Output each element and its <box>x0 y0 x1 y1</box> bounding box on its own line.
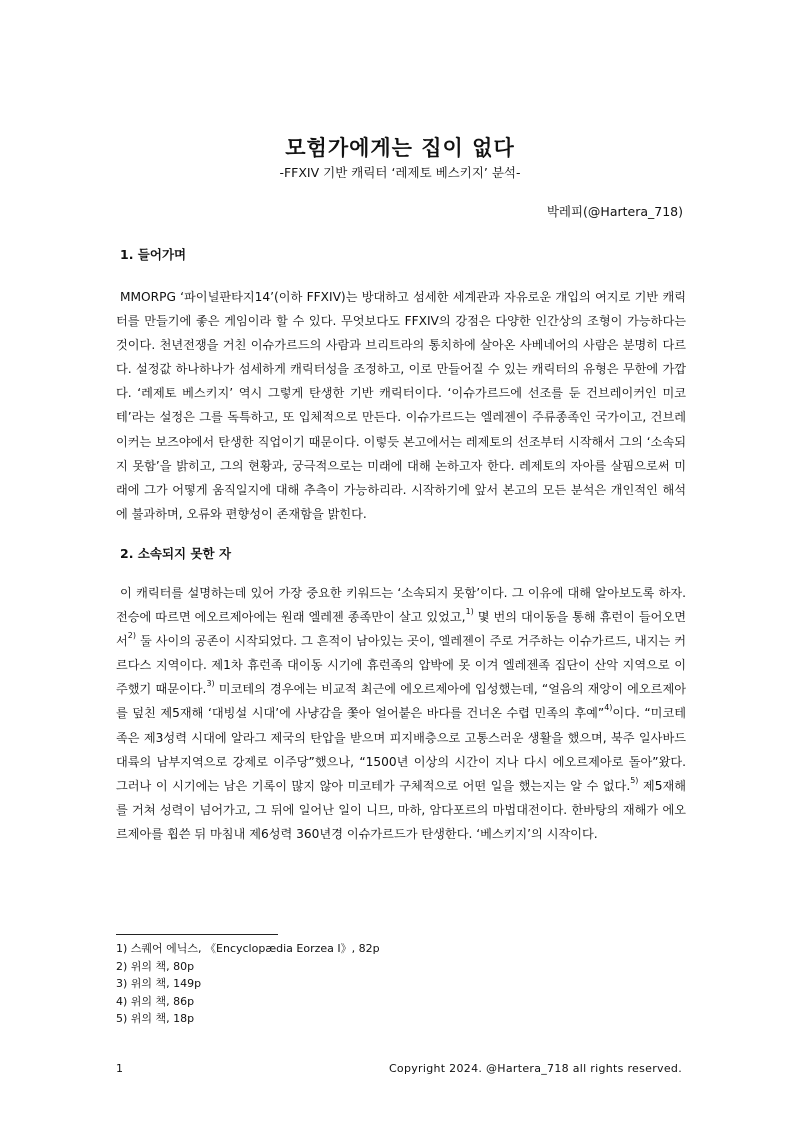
footnote-item: 4) 위의 책, 86p <box>116 994 195 1008</box>
footnote-ref-4: 4) <box>604 703 613 713</box>
footnote-list <box>116 940 686 1028</box>
paragraph-text: 이다. “미코테족은 제3성력 시대에 알라그 제국의 탄압을 받으며 피지배층으로 고통스러운 생활을 했으며, 북주 일사바드 대륙의 남부지역으로 강제로 이주당”했으나, “1500년 이상의 시간이 지나 다시 에오르제아로 돌아”왔다. 그러나 이 시기에는 남은 기록이 많지 않아 미코테가 구체적으로 어떤 일을 했는지는 알 수 없다. <box>116 706 686 793</box>
footnote-ref-2: 2) <box>127 631 136 641</box>
footnote-ref-1: 1) <box>465 607 474 617</box>
section-1-paragraph: MMORPG ‘파이널판타지14’(이하 FFXIV)는 방대하고 섬세한 세계관과 자유로운 개입의 여지로 기반 캐릭터를 만들기에 좋은 게임이라 할 수 있다. 무엇보다도 FFXIV의 강점은 다양한 인간상의 조형이 가능하다는 것이다. 천년전쟁을 거친 이슈가르드의 사람과 브리트라의 통치하에 살아온 사베네어의 사람은 분명히 다르다. 설정값 하나하나가 섬세하게 캐릭터성을 조정하고, 이로 만들어질 수 있는 캐릭터의 유형은 무한에 가깝다. ‘레제토 베스키지’ 역시 그렇게 탄생한 기반 캐릭터이다. ‘이슈가르드에 선조를 둔 건브레이커인 미코테’라는 설정은 그를 독특하고, 또 입체적으로 만든다. 이슈가르드는 엘레젠이 주류종족인 국가이고, 건브레이커는 보즈야에서 탄생한 직업이기 때문이다. 이렇듯 본고에서는 레제토의 선조부터 시작해서 그의 ‘소속되지 못함’을 밝히고, 그의 현황과, 궁극적으로는 미래에 대해 논하고자 한다. 레제토의 자아를 살핌으로써 미래에 그가 어떻게 움직일지에 대해 추측이 가능하리라. 시작하기에 앞서 본고의 모든 분석은 개인적인 해석에 불과하며, 오류와 편향성이 존재함을 밝힌다. <box>116 290 686 521</box>
paragraph-text: 미코테의 경우에는 비교적 최근에 에오르제아에 입성했는데, “얼음의 재앙이 에오르제아를 덮친 제5재해 ‘대빙설 시대’에 사냥감을 쫓아 얼어붙은 바다를 건너온 수렵 민족의 후예” <box>116 682 686 721</box>
footnote-item: 5) 위의 책, 18p <box>116 1012 195 1025</box>
paragraph-text: 몇 번의 대이동을 통해 휴런이 들어오면서 <box>116 610 686 649</box>
footnote-divider <box>116 934 278 935</box>
section-1-heading: 1. 들어가며 <box>120 247 187 262</box>
section-2-heading: 2. 소속되지 못한 자 <box>120 546 232 561</box>
paragraph-text: 이 캐릭터를 설명하는데 있어 가장 중요한 키워드는 ‘소속되지 못함’이다. 그 이유에 대해 알아보도록 하자. 전승에 따르면 에오르제아에는 원래 엘레젠 종족만이 살고 있었고, <box>116 586 686 625</box>
paragraph-text: 둘 사이의 공존이 시작되었다. 그 흔적이 남아있는 곳이, 엘레젠이 주로 거주하는 이슈가르드, 내지는 커르다스 지역이다. 제1차 휴런족 대이동 시기에 휴런족의 압박에 못 이겨 엘레젠족 집단이 산악 지역으로 이주했기 때문이다. <box>116 634 686 697</box>
footnote-ref-3: 3) <box>206 679 215 689</box>
footnote-ref-5: 5) <box>630 775 639 785</box>
paragraph-text: 제5재해를 거쳐 성력이 넘어가고, 그 뒤에 일어난 일이 니므, 마하, 암다포르의 마법대전이다. 한바탕의 재해가 에오르제아를 휩쓴 뒤 마침내 제6성력 360년경 이슈가르드가 탄생한다. ‘베스키지’의 시작이다. <box>116 778 686 841</box>
page-number: 1 <box>116 1062 123 1075</box>
footnote-item: 2) 위의 책, 80p <box>116 959 195 973</box>
copyright-notice: Copyright 2024. @Hartera_718 all rights reserved. <box>388 1062 682 1075</box>
document-title: 모험가에게는 집이 없다 <box>285 136 515 160</box>
footnote-item: 1) 스퀘어 에닉스, 《Encyclopædia Eorzea I》, 82p <box>116 942 380 955</box>
document-subtitle: -FFXIV 기반 캐릭터 ‘레제토 베스키지’ 분석- <box>279 165 521 180</box>
footnote-item: 3) 위의 책, 149p <box>116 977 202 990</box>
author-line: 박레피(@Hartera_718) <box>546 204 683 219</box>
section-2-paragraph <box>116 581 686 846</box>
